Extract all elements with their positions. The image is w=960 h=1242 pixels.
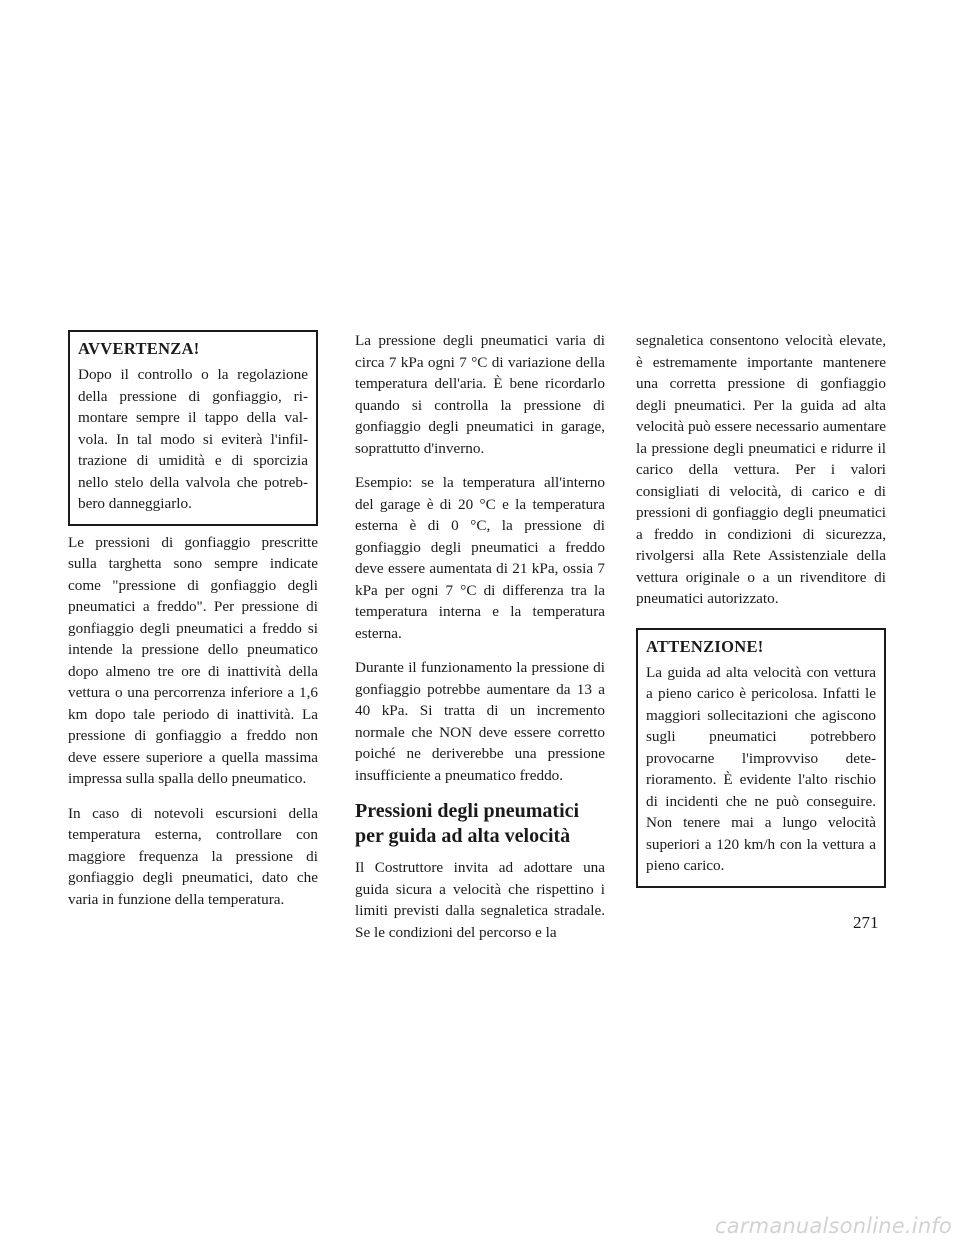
- caution-title: ATTENZIONE!: [646, 636, 764, 656]
- paragraph-high-speed-pressure: segnaletica consentono velocità elevate, è estremamente importante mantenere una corretta pressione di gonfiaggio degli pneumatici. Per la guida ad alta velocità può essere necessario aumentare la pressione degli pneumatici e ridurre il carico della vettura. Per i valori consigliati di velocità, di carico e di pressioni di gonfiaggio degli pneumatici a freddo in condizioni di sicurezza, rivolgersi alla Rete Assistenziale della vettura originale o a un rivenditore di pneumatici autorizzato.: [636, 332, 886, 607]
- warning-text: Dopo il controllo o la regolazione della pressione di gonfiaggio, rimontare sempre il tappo della valvola. In tal modo si eviterà l'infiltrazione di umidità e di sporcizia nello stelo della valvola che potrebbero danneggiarlo.: [78, 366, 308, 512]
- warning-box: [68, 330, 318, 526]
- column-3: [636, 330, 886, 888]
- caution-box: [636, 628, 886, 888]
- paragraph-example: Esempio: se la temperatura all'interno del garage è di 20 °C e la temperatura esterna è di 0 °C, la pressione di gonfiaggio degli pneumatici a freddo deve essere aumentata di 21 kPa, ossia 7 kPa per ogni 7 °C di differenza tra la temperatura interna e la temperatura esterna.: [355, 474, 605, 642]
- paragraph-pressure-variation: La pressione degli pneumatici varia di circa 7 kPa ogni 7 °C di variazione della temperatura dell'aria. È bene ricordarlo quando si controlla la pressione di gonfiaggio degli pneumatici in garage, soprattutto d'inverno.: [355, 332, 605, 457]
- caution-text: La guida ad alta velocità con vettura a pieno carico è pericolosa. Infatti le maggiori sollecitazioni che agiscono sugli pneumatici potrebbero provocarne l'improvviso deterioramento. È evidente l'alto rischio di incidenti che ne può conseguire. Non tenere mai a lungo velocità superiori a 120 km/h con la vettura a pieno carico.: [646, 663, 876, 874]
- page-number: 271: [853, 913, 879, 932]
- column-2: [355, 330, 605, 956]
- paragraph-cold-pressure: Le pressioni di gonfiaggio prescritte sulla targhetta sono sempre indicate come "pressione di gonfiaggio degli pneumatici a freddo". Per pressione di gonfiaggio degli pneumatici a freddo si intende la pressione dello pneumatico dopo almeno tre ore di inattività della vettura o una percorrenza inferiore a 1,6 km dopo tale periodo di inattività. La pressione di gonfiaggio a freddo non deve essere superiore a quella massima impressa sulla spalla dello pneumatico.: [68, 533, 318, 787]
- section-heading-high-speed: Pressioni degli pneumatici per guida ad alta velocità: [355, 800, 580, 847]
- column-1: [68, 330, 318, 923]
- warning-title: AVVERTENZA!: [78, 339, 200, 358]
- watermark: carmanualsonline.info: [715, 1214, 952, 1238]
- paragraph-temperature-check: In caso di notevoli escursioni della temperatura esterna, controllare con maggiore frequenza la pressione di gonfiaggio degli pneumatici, dato che varia in funzione della temperatura.: [68, 804, 318, 908]
- paragraph-safe-driving: Il Costruttore invita ad adottare una guida sicura a velocità che rispettino i limiti previsti dalla segnaletica stradale. Se le condizioni del percorso e la: [355, 859, 605, 941]
- paragraph-operating-pressure: Durante il funzionamento la pressione di gonfiaggio potrebbe aumentare da 13 a 40 kPa. Si tratta di un incremento normale che NON deve essere corretto poiché ne deriverebbe una pressione insufficiente a pneumatico freddo.: [355, 659, 605, 784]
